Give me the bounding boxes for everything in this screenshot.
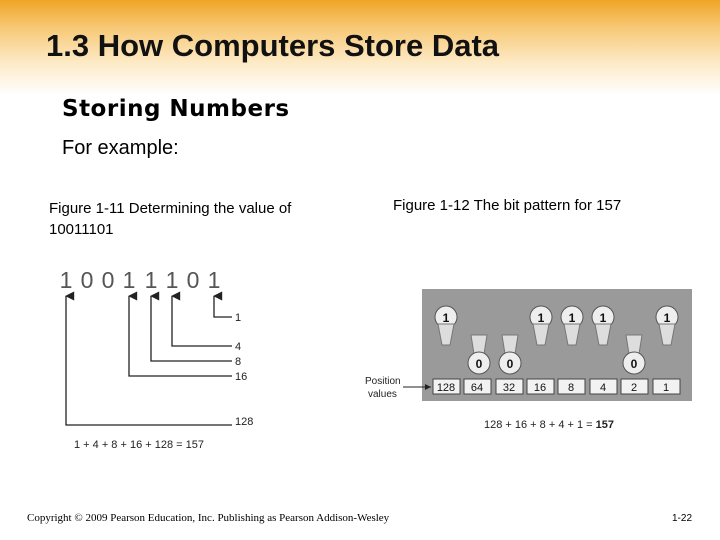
bit-arrow	[129, 296, 232, 376]
place-value-label: 1	[235, 312, 242, 324]
position-value: 2	[630, 382, 638, 394]
bit-digit: 1	[165, 267, 179, 293]
bit-sum-equation: 128 + 16 + 8 + 4 + 1 = 157	[484, 419, 614, 431]
position-value: 16	[533, 382, 547, 394]
position-values-label: values	[368, 389, 397, 400]
place-value-label: 128	[235, 416, 254, 428]
bit-digit: 1	[144, 267, 158, 293]
bit-digit: 1	[59, 267, 73, 293]
switch-digit: 1	[442, 311, 450, 325]
switch-digit: 1	[599, 311, 607, 325]
switch-digit: 1	[537, 311, 545, 325]
position-value: 128	[436, 382, 456, 394]
switch-digit: 1	[663, 311, 671, 325]
copyright-footer: Copyright © 2009 Pearson Education, Inc. Publishing as Pearson Addison-Wesley	[27, 512, 390, 524]
switch-digit: 0	[630, 357, 638, 371]
position-value: 4	[599, 382, 607, 394]
place-value-label: 16	[235, 371, 248, 383]
section-heading: Storing Numbers	[62, 96, 290, 122]
switch-digit: 1	[568, 311, 576, 325]
switch-digit: 0	[506, 357, 514, 371]
place-value-label: 4	[235, 341, 242, 353]
sum-equation: 1 + 4 + 8 + 16 + 128 = 157	[74, 439, 204, 451]
switch-panel	[422, 289, 692, 401]
bit-digit: 1	[122, 267, 136, 293]
bit-digit: 0	[80, 267, 94, 293]
figure-11-caption: Figure 1-11 Determining the value of 10011101	[49, 200, 292, 238]
position-value: 32	[502, 382, 516, 394]
page-number: 1-22	[672, 513, 693, 524]
figure-12-caption: Figure 1-12 The bit pattern for 157	[393, 197, 622, 214]
bit-arrow	[214, 296, 232, 317]
position-value: 64	[470, 382, 484, 394]
place-value-label: 8	[235, 356, 242, 368]
bit-digit: 0	[186, 267, 200, 293]
intro-text: For example:	[62, 137, 179, 159]
position-values-label: Position	[365, 376, 401, 387]
bit-arrow	[151, 296, 232, 361]
switch-digit: 0	[475, 357, 483, 371]
bit-arrow	[172, 296, 232, 346]
position-value: 8	[567, 382, 575, 394]
slide-title: 1.3 How Computers Store Data	[46, 28, 500, 63]
bit-digit: 1	[207, 267, 221, 293]
position-value: 1	[662, 382, 670, 394]
bit-digit: 0	[101, 267, 115, 293]
